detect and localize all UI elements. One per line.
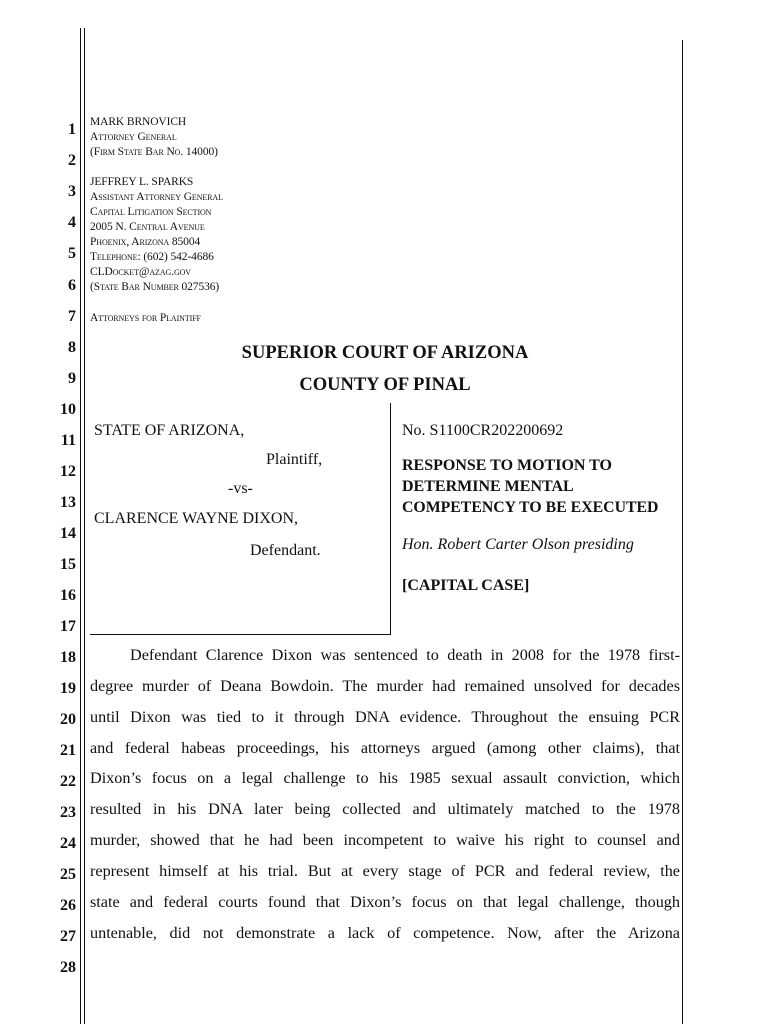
line-number: 19	[60, 680, 76, 697]
line-number: 1	[68, 121, 76, 138]
defendant-name: CLARENCE WAYNE DIXON,	[94, 510, 298, 527]
line-number: 24	[60, 835, 76, 852]
left-margin-rule-outer	[80, 28, 81, 1024]
line-number: 13	[60, 494, 76, 511]
line-number: 16	[60, 587, 76, 604]
case-type: [CAPITAL CASE]	[402, 577, 530, 594]
attorneys-for: Attorneys for Plaintiff	[90, 312, 201, 324]
telephone: Telephone: (602) 542-4686	[90, 251, 214, 263]
line-number: 17	[60, 618, 76, 635]
line-number: 15	[60, 556, 76, 573]
presiding-judge: Hon. Robert Carter Olson presiding	[402, 536, 634, 553]
email-address: CLDocket@azag.gov	[90, 266, 191, 278]
section-name: Capital Litigation Section	[90, 206, 212, 218]
line-number: 14	[60, 525, 76, 542]
line-number: 27	[60, 928, 76, 945]
document-title-line-1: RESPONSE TO MOTION TO	[402, 457, 612, 474]
body-line: until Dixon was tied to it through DNA evidence. Throughout the ensuing PCR	[90, 708, 680, 726]
plaintiff-name: STATE OF ARIZONA,	[94, 422, 245, 439]
assistant-attorney-name: JEFFREY L. SPARKS	[90, 176, 194, 188]
line-number: 23	[60, 804, 76, 821]
street-address: 2005 N. Central Avenue	[90, 221, 205, 233]
line-number: 26	[60, 897, 76, 914]
body-line: degree murder of Deana Bowdoin. The murder had remained unsolved for decades	[90, 677, 680, 695]
line-number: 8	[68, 339, 76, 356]
line-number: 28	[60, 959, 76, 976]
versus: -vs-	[228, 480, 253, 497]
left-margin-rule-inner	[84, 28, 85, 1024]
line-number: 9	[68, 370, 76, 387]
attorney-general-name: MARK BRNOVICH	[90, 116, 187, 128]
line-number: 20	[60, 711, 76, 728]
body-line: Defendant Clarence Dixon was sentenced to death in 2008 for the 1978 first-	[130, 646, 680, 664]
right-margin-rule	[682, 40, 683, 1024]
document-title-line-3: COMPETENCY TO BE EXECUTED	[402, 499, 659, 516]
line-number: 25	[60, 866, 76, 883]
line-number: 10	[60, 401, 76, 418]
body-line: and federal habeas proceedings, his attorneys argued (among other claims), that	[90, 739, 680, 757]
line-number: 5	[68, 245, 76, 262]
body-line: Dixon’s focus on a legal challenge to his 1985 sexual assault conviction, which	[90, 769, 680, 787]
line-number: 6	[68, 277, 76, 294]
line-number: 21	[60, 742, 76, 759]
attorney-general-title: Attorney General	[90, 131, 177, 143]
line-number: 3	[68, 183, 76, 200]
caption-vertical-rule	[390, 403, 391, 635]
document-title-line-2: DETERMINE MENTAL	[402, 478, 574, 495]
line-number: 12	[60, 463, 76, 480]
line-number: 4	[68, 214, 76, 231]
line-number: 7	[68, 308, 76, 325]
case-number: No. S1100CR202200692	[402, 422, 564, 439]
city-state-zip: Phoenix, Arizona 85004	[90, 236, 201, 248]
defendant-role: Defendant.	[250, 542, 321, 559]
firm-bar-number: (Firm State Bar No. 14000)	[90, 146, 218, 158]
line-number: 2	[68, 152, 76, 169]
line-number: 22	[60, 773, 76, 790]
court-name: SUPERIOR COURT OF ARIZONA	[241, 343, 529, 363]
body-line: represent himself at his trial. But at every stage of PCR and federal review, the	[90, 862, 680, 880]
caption-bottom-rule	[90, 634, 391, 635]
assistant-attorney-title: Assistant Attorney General	[90, 191, 223, 203]
county-name: COUNTY OF PINAL	[299, 375, 471, 395]
line-number: 18	[60, 649, 76, 666]
body-line: resulted in his DNA later being collected and ultimately matched to the 1978	[90, 800, 680, 818]
state-bar-number: (State Bar Number 027536)	[90, 281, 220, 293]
line-number: 11	[60, 432, 76, 449]
body-line: untenable, did not demonstrate a lack of competence. Now, after the Arizona	[90, 924, 680, 942]
body-line: state and federal courts found that Dixon’s focus on that legal challenge, though	[90, 893, 680, 911]
plaintiff-role: Plaintiff,	[266, 451, 323, 468]
body-line: murder, showed that he had been incompetent to waive his right to counsel and	[90, 831, 680, 849]
